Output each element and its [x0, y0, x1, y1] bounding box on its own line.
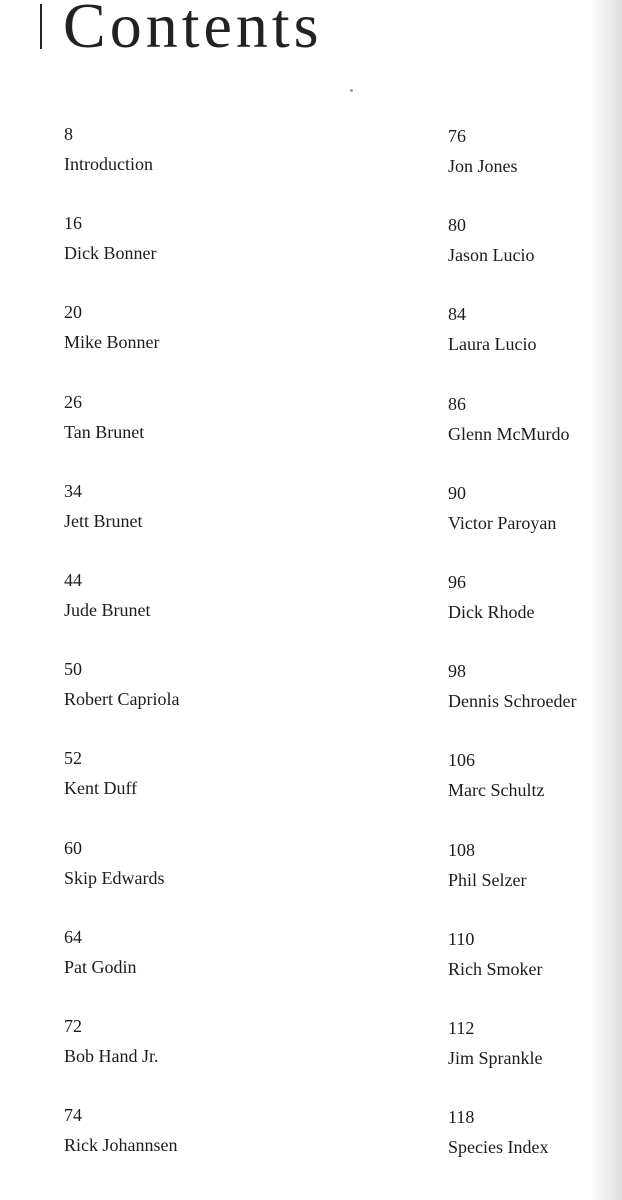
toc-entry[interactable]: [64, 569, 264, 621]
toc-entry[interactable]: [64, 480, 264, 532]
toc-entry[interactable]: [64, 1015, 264, 1067]
toc-entry-page-number: 44: [64, 570, 82, 590]
toc-entry[interactable]: [64, 301, 264, 353]
toc-entry[interactable]: [448, 393, 622, 445]
toc-entry[interactable]: [64, 391, 264, 443]
toc-entry-page-number: 8: [64, 124, 73, 144]
toc-entry[interactable]: [448, 571, 622, 623]
toc-entry-page-number: 98: [448, 661, 466, 682]
toc-entry[interactable]: [448, 749, 622, 801]
toc-entry-title: Dick Rhode: [448, 602, 535, 622]
toc-entry-page-number: 80: [448, 215, 466, 236]
toc-entry-title: Marc Schultz: [448, 780, 545, 801]
toc-entry[interactable]: [448, 839, 622, 891]
toc-entry-page-number: 112: [448, 1018, 475, 1038]
toc-entry[interactable]: [64, 926, 264, 978]
toc-entry-page-number: 72: [64, 1016, 82, 1036]
toc-entry-title: Rick Johannsen: [64, 1135, 178, 1156]
toc-entry-title: Pat Godin: [64, 956, 137, 977]
toc-entry[interactable]: [448, 214, 622, 266]
toc-entry[interactable]: [448, 660, 622, 712]
toc-entry[interactable]: [64, 212, 264, 264]
toc-entry-title: Jude Brunet: [64, 600, 151, 620]
toc-entry-page-number: 50: [64, 659, 82, 680]
toc-entry-page-number: 108: [448, 839, 475, 860]
toc-entry[interactable]: [448, 125, 622, 177]
toc-entry-title: Jett Brunet: [64, 510, 143, 531]
toc-entry-title: Dick Bonner: [64, 243, 157, 264]
toc-entry-title: Laura Lucio: [448, 334, 537, 355]
toc-entry-page-number: 84: [448, 304, 466, 325]
toc-entry[interactable]: [448, 928, 622, 980]
toc-entry-title: Jim Sprankle: [448, 1048, 543, 1068]
toc-entry[interactable]: [448, 482, 622, 534]
toc-entry[interactable]: [64, 123, 264, 175]
toc-entry-page-number: 76: [448, 126, 466, 146]
toc-entry-page-number: 52: [64, 748, 82, 769]
toc-entry-page-number: 110: [448, 928, 475, 949]
toc-entry-page-number: 96: [448, 572, 466, 592]
toc-entry[interactable]: [64, 1104, 264, 1156]
toc-entry-title: Kent Duff: [64, 778, 138, 799]
page-title: Contents: [63, 0, 323, 61]
toc-entry[interactable]: [64, 658, 264, 710]
toc-entry-page-number: 34: [64, 480, 82, 501]
toc-entry-page-number: 118: [448, 1107, 475, 1128]
toc-entry-page-number: 74: [64, 1105, 82, 1126]
toc-entry-title: Dennis Schroeder: [448, 691, 577, 712]
toc-entry-title: Skip Edwards: [64, 867, 165, 888]
toc-entry-page-number: 90: [448, 482, 466, 503]
toc-entry-title: Introduction: [64, 154, 153, 174]
toc-entry[interactable]: [64, 747, 264, 799]
toc-entry-title: Robert Capriola: [64, 689, 180, 710]
toc-entry-page-number: 106: [448, 750, 475, 771]
toc-entry-page-number: 16: [64, 213, 82, 234]
toc-entry-title: Phil Selzer: [448, 869, 527, 890]
toc-entry[interactable]: [448, 1017, 622, 1069]
toc-entry-page-number: 86: [448, 393, 466, 414]
toc-entry-title: Bob Hand Jr.: [64, 1046, 159, 1066]
toc-entry-title: Jon Jones: [448, 156, 518, 176]
toc-entry-page-number: 26: [64, 391, 82, 412]
toc-entry-page-number: 20: [64, 302, 82, 323]
toc-entry-title: Species Index: [448, 1137, 549, 1158]
toc-entry-title: Tan Brunet: [64, 421, 145, 442]
page-speck: [350, 89, 353, 92]
toc-entry-title: Mike Bonner: [64, 332, 160, 353]
toc-entry[interactable]: [448, 1106, 622, 1158]
toc-entry-page-number: 60: [64, 837, 82, 858]
toc-entry-title: Glenn McMurdo: [448, 423, 570, 444]
toc-entry[interactable]: [64, 837, 264, 889]
toc-entry[interactable]: [448, 303, 622, 355]
vertical-rule: [40, 4, 42, 49]
toc-entry-title: Rich Smoker: [448, 958, 543, 979]
toc-entry-title: Jason Lucio: [448, 245, 535, 266]
toc-entry-page-number: 64: [64, 926, 82, 947]
toc-entry-title: Victor Paroyan: [448, 512, 557, 533]
